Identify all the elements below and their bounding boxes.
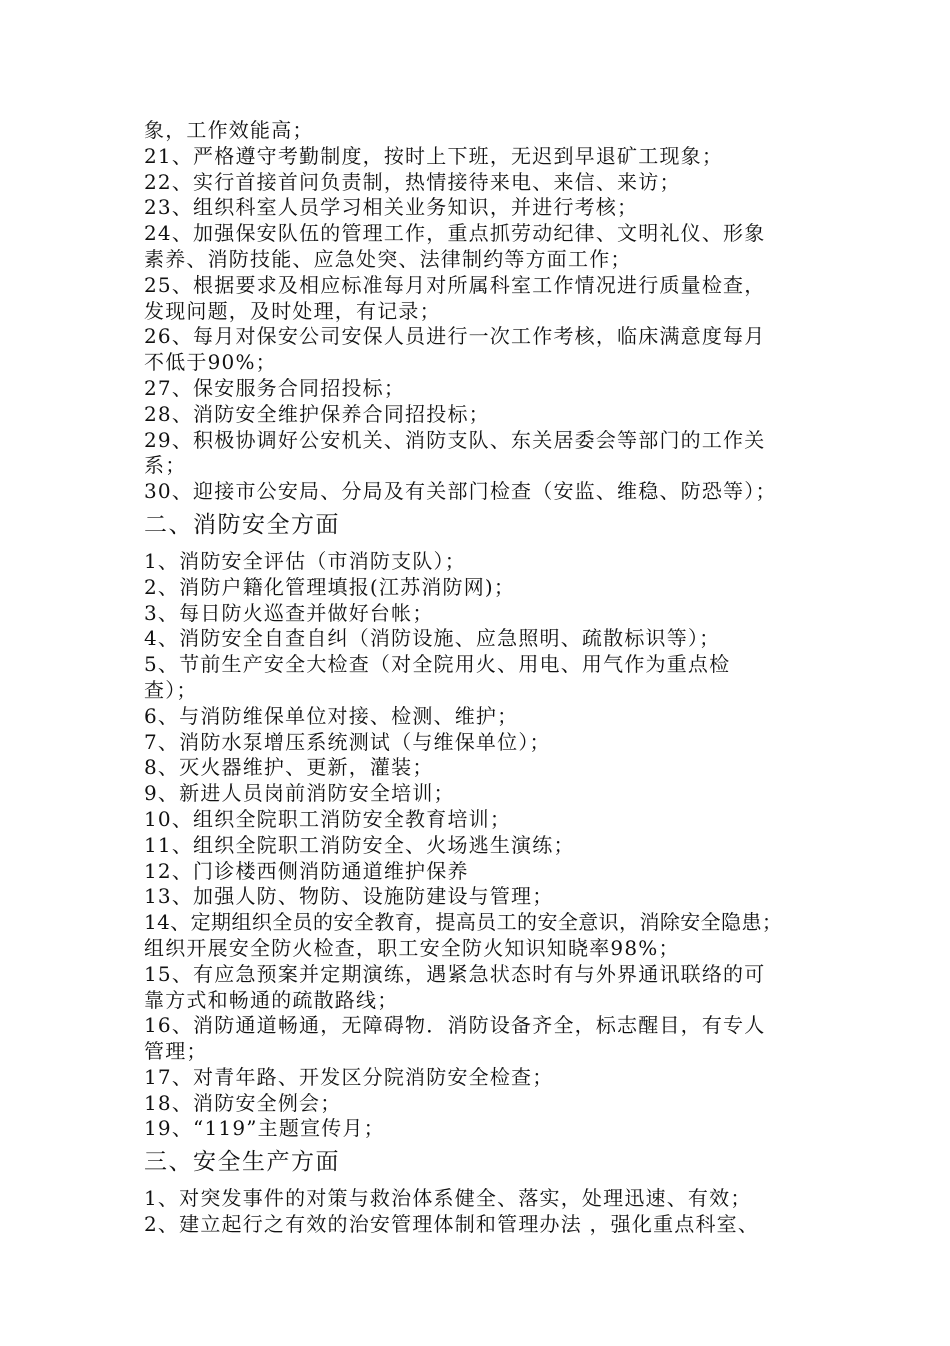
section-heading: 三、安全生产方面 [144,1149,340,1176]
section-1 [144,118,814,505]
text-line: 发现问题，及时处理，有记录； [144,298,441,323]
text-line: 23、组织科室人员学习相关业务知识，并进行考核； [144,195,639,220]
text-line: 组织开展安全防火检查，职工安全防火知识知晓率98%； [144,935,680,960]
text-line: 管理； [144,1039,208,1064]
text-line: 13、加强人防、物防、设施防建设与管理； [144,884,554,909]
text-line: 查）； [144,677,198,702]
text-line: 29、积极协调好公安机关、消防支队、东关居委会等部门的工作关 [144,427,766,452]
text-line: 15、有应急预案并定期演练，遇紧急状态时有与外界通讯联络的可 [144,961,766,986]
text-line: 2、消防户籍化管理填报(江苏消防网)； [144,574,516,599]
text-line: 素养、消防技能、应急处突、法律制约等方面工作； [144,246,632,271]
text-line: 14、定期组织全员的安全教育，提高员工的安全意识，消除安全隐患； [144,910,783,935]
text-line: 18、消防安全例会； [144,1090,342,1115]
text-line: 28、消防安全维护保养合同招投标； [144,401,490,426]
text-line: 26、每月对保安公司安保人员进行一次工作考核，临床满意度每月 [144,324,766,349]
text-line: 16、消防通道畅通，无障碍物．消防设备齐全，标志醒目，有专人 [144,1013,766,1038]
text-line: 22、实行首接首问负责制，热情接待来电、来信、来访； [144,169,681,194]
text-line: 24、加强保安队伍的管理工作，重点抓劳动纪律、文明礼仪、形象 [144,221,766,246]
text-line: 30、迎接市公安局、分局及有关部门检查（安监、维稳、防恐等）； [144,479,777,504]
text-line: 5、节前生产安全大检查（对全院用火、用电、用气作为重点检 [144,652,731,677]
section-2 [144,507,814,1142]
text-line: 1、消防安全评估（市消防支队）； [144,548,466,573]
text-line: 27、保安服务合同招投标； [144,375,406,400]
text-line: 6、与消防维保单位对接、检测、维护； [144,703,519,728]
text-line: 10、组织全院职工消防安全教育培训； [144,806,512,831]
text-line: 12、门诊楼西侧消防通道维护保养 [144,858,469,883]
text-line: 8、灭火器维护、更新，灌装； [144,755,434,780]
text-line: 7、消防水泵增压系统测试（与维保单位）； [144,729,551,754]
text-line: 25、根据要求及相应标准每月对所属科室工作情况进行质量检查， [144,272,766,297]
text-line: 11、组织全院职工消防安全、火场逃生演练； [144,832,575,857]
text-line: 19、“119”主题宣传月； [144,1116,385,1141]
text-line: 靠方式和畅通的疏散路线； [144,987,399,1012]
text-line: 3、每日防火巡查并做好台帐； [144,600,434,625]
text-line: 象，工作效能高； [144,118,314,142]
text-line: 1、对突发事件的对策与救治体系健全、落实，处理迅速、有效； [144,1186,752,1211]
section-3 [144,1144,814,1238]
text-line: 4、消防安全自查自纠（消防设施、应急照明、疏散标识等）； [144,626,721,651]
text-line: 2、建立起行之有效的治安管理体制和管理办法 ，强化重点科室、 [144,1212,760,1237]
text-line: 9、新进人员岗前消防安全培训； [144,781,455,806]
text-line: 不低于90%； [144,350,277,375]
text-line: 系； [144,453,187,478]
text-line: 21、严格遵守考勤制度，按时上下班，无迟到早退矿工现象； [144,143,724,168]
section-heading: 二、消防安全方面 [144,511,340,538]
document-page [144,118,814,1238]
text-line: 17、对青年路、开发区分院消防安全检查； [144,1064,554,1089]
